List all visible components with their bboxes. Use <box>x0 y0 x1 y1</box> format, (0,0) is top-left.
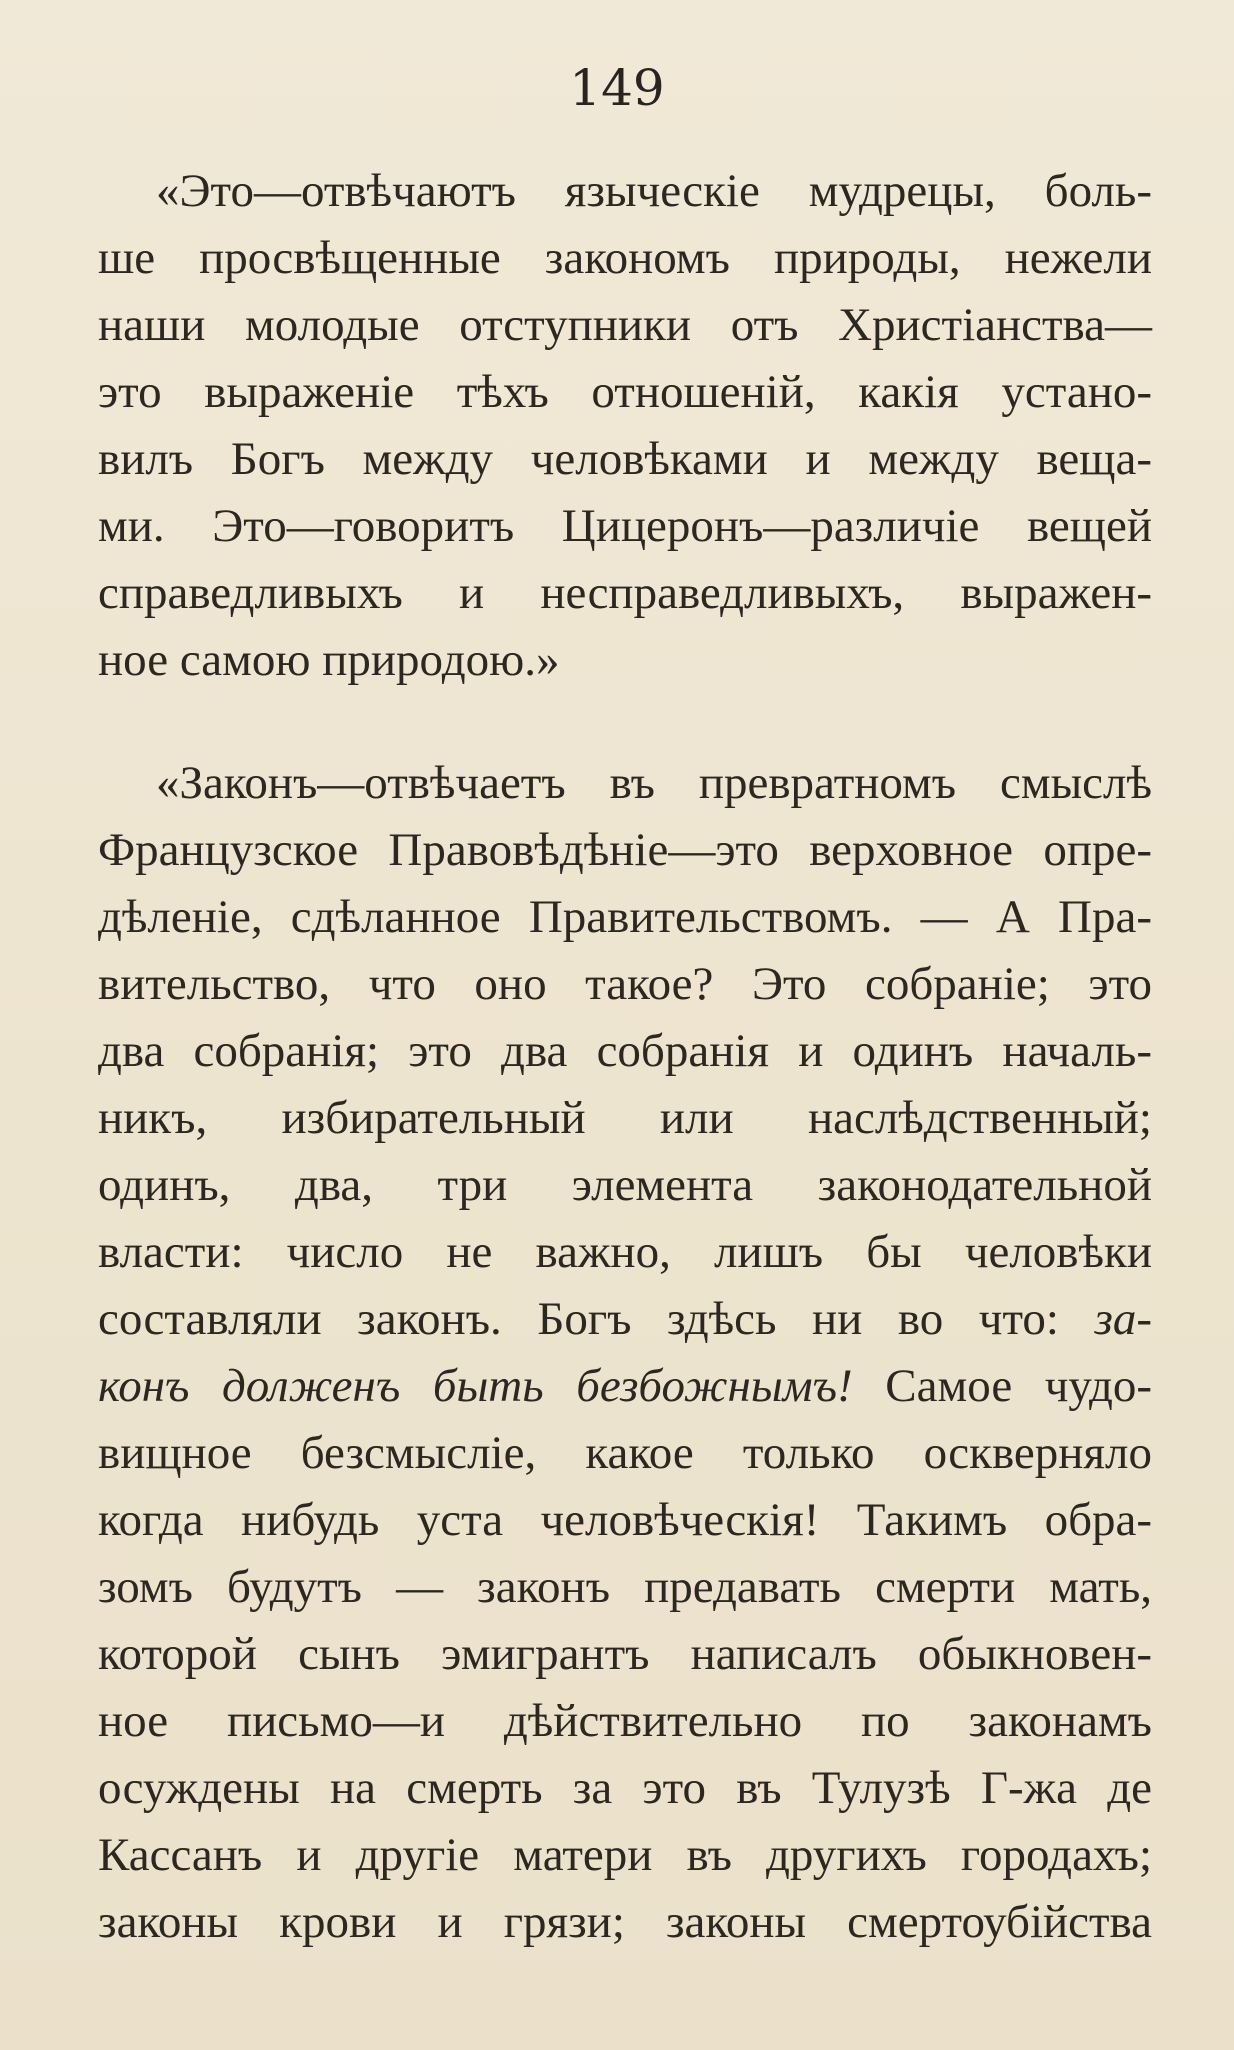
text-line: Кассанъ и другіе матери въ другихъ городахъ; <box>98 1829 1152 1881</box>
text-line: ми. Это—говоритъ Цицеронъ—различіе вещей <box>98 500 1152 552</box>
text-line: никъ, избирательный или наслѣдственный; <box>98 1092 1152 1144</box>
text-line: ное самою природою.» <box>98 634 560 686</box>
italic-fragment: конъ долженъ быть безбожнымъ! <box>98 1360 853 1412</box>
text-line: зомъ будутъ — законъ предавать смерти мать, <box>98 1561 1152 1613</box>
text-line: осуждены на смерть за это въ Тулузѣ Г-жа де <box>98 1762 1152 1814</box>
text-line: наши молодые отступники отъ Христіанства— <box>98 299 1152 351</box>
text-line: власти: число не важно, лишъ бы человѣки <box>98 1226 1152 1278</box>
text-line: ное письмо—и дѣйствительно по законамъ <box>98 1695 1152 1747</box>
paragraph-2 <box>98 750 1152 1956</box>
text-line <box>98 1353 1152 1420</box>
text-line: вищное безсмысліе, какое только оскверняло <box>98 1427 1152 1479</box>
text-line: дѣленіе, сдѣланное Правительствомъ. — А Пра- <box>98 891 1152 943</box>
text-line <box>98 1286 1152 1353</box>
text-fragment: составляли законъ. Богъ здѣсь ни во что: <box>98 1293 1059 1345</box>
italic-fragment: за- <box>1094 1293 1152 1345</box>
text-line: это выраженіе тѣхъ отношеній, какія устано- <box>98 366 1152 418</box>
text-line: справедливыхъ и несправедливыхъ, выражен- <box>98 567 1152 619</box>
text-line: вительство, что оно такое? Это собраніе; это <box>98 958 1152 1010</box>
text-line: Французское Правовѣдѣніе—это верховное опре- <box>98 824 1152 876</box>
text-line: «Законъ—отвѣчаетъ въ превратномъ смыслѣ <box>156 757 1152 809</box>
text-fragment: Самое чудо- <box>885 1360 1153 1412</box>
text-line: одинъ, два, три элемента законодательной <box>98 1159 1152 1211</box>
paragraph-1 <box>98 158 1152 694</box>
text-line: которой сынъ эмигрантъ написалъ обыкновен- <box>98 1628 1152 1680</box>
text-line: «Это—отвѣчаютъ языческіе мудрецы, боль- <box>156 165 1152 217</box>
text-line: ше просвѣщенные закономъ природы, нежели <box>98 232 1152 284</box>
text-line: два собранія; это два собранія и одинъ началь- <box>98 1025 1152 1077</box>
page-number: 149 <box>569 59 665 117</box>
text-line: законы крови и грязи; законы смертоубійства <box>98 1896 1152 1948</box>
text-line: вилъ Богъ между человѣками и между веща- <box>98 433 1152 485</box>
text-line: когда нибудь уста человѣческія! Такимъ обра- <box>98 1494 1152 1546</box>
